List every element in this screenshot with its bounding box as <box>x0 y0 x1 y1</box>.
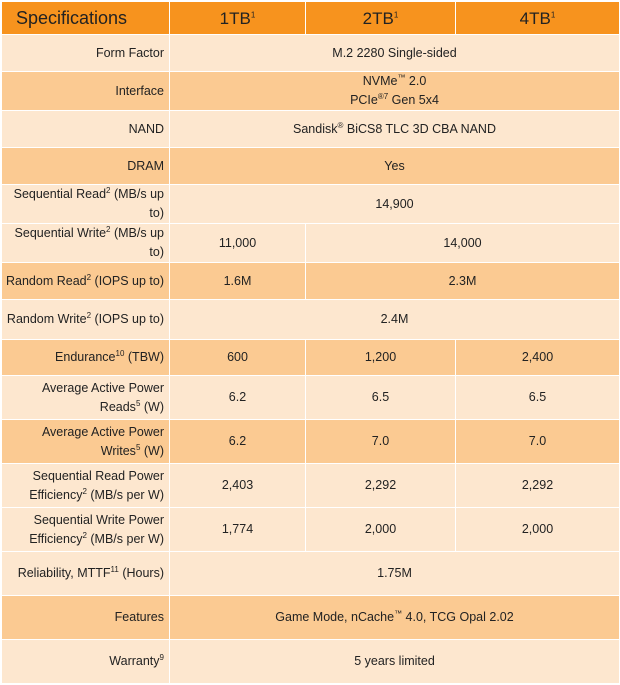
header-1tb <box>170 2 306 35</box>
value-4tb: 2,292 <box>456 464 620 508</box>
row-label <box>2 300 170 340</box>
value-1tb: 6.2 <box>170 376 306 420</box>
label-text: (TBW) <box>124 350 164 364</box>
value-2tb-4tb: 14,000 <box>306 224 620 263</box>
header-4tb <box>456 2 620 35</box>
row-label <box>2 376 170 420</box>
spec-table <box>1 1 620 684</box>
value-2tb: 6.5 <box>306 376 456 420</box>
label-text: (IOPS up to) <box>91 273 165 288</box>
row-reliability <box>2 552 620 596</box>
footnote-sup: 2 <box>106 185 111 195</box>
footnote-sup: 11 <box>110 564 119 574</box>
value-1tb: 11,000 <box>170 224 306 263</box>
row-label: Interface <box>2 72 170 111</box>
footnote-sup: 1 <box>393 9 399 19</box>
value-4tb: 2,400 <box>456 340 620 376</box>
label-text: Endurance <box>55 350 116 364</box>
value-text: PCIe <box>350 93 378 107</box>
footnote-sup: 2 <box>86 310 92 320</box>
row-label: Features <box>2 596 170 640</box>
footnote-sup: 1 <box>250 9 256 19</box>
footnote-sup: 2 <box>82 486 87 496</box>
label-text: Warranty <box>109 654 160 668</box>
row-label <box>2 464 170 508</box>
header-2tb <box>306 2 456 35</box>
row-value: 2.4M <box>170 300 620 340</box>
label-text: Sequential Read Power Efficiency <box>29 468 164 502</box>
row-value <box>170 72 620 111</box>
row-dram <box>2 148 620 185</box>
value-4tb: 7.0 <box>456 420 620 464</box>
footnote-sup: 2 <box>106 224 111 234</box>
row-value: 1.75M <box>170 552 620 596</box>
footnote-sup: 1 <box>550 9 556 19</box>
label-text: (MB/s per W) <box>86 487 164 502</box>
registered-sup: ® <box>337 120 344 130</box>
row-label <box>2 508 170 552</box>
value-1tb: 2,403 <box>170 464 306 508</box>
label-text: (Hours) <box>118 566 164 580</box>
value-2tb: 2,292 <box>306 464 456 508</box>
row-label: NAND <box>2 111 170 148</box>
label-text: Sequential Write Power Efficiency <box>29 512 164 546</box>
label-text: Random Write <box>6 312 87 326</box>
row-value <box>170 111 620 148</box>
header-2tb-label: 2TB <box>362 8 394 28</box>
row-label <box>2 420 170 464</box>
value-text: Gen 5x4 <box>388 93 439 107</box>
row-power-writes <box>2 420 620 464</box>
header-row <box>2 2 620 35</box>
value-1tb: 1,774 <box>170 508 306 552</box>
value-1tb: 6.2 <box>170 420 306 464</box>
trademark-sup: ™ <box>394 608 403 618</box>
value-2tb: 1,200 <box>306 340 456 376</box>
value-text: BiCS8 TLC 3D CBA NAND <box>343 121 496 136</box>
row-features <box>2 596 620 640</box>
value-4tb: 6.5 <box>456 376 620 420</box>
row-value: M.2 2280 Single-sided <box>170 35 620 72</box>
row-value: 14,900 <box>170 185 620 224</box>
row-label <box>2 224 170 263</box>
row-seq-read-efficiency <box>2 464 620 508</box>
row-power-reads <box>2 376 620 420</box>
label-text: Random Read <box>6 273 87 288</box>
row-random-write <box>2 300 620 340</box>
value-2tb: 7.0 <box>306 420 456 464</box>
footnote-sup: 2 <box>86 272 92 282</box>
row-label <box>2 552 170 596</box>
footnote-sup: 5 <box>135 442 141 452</box>
label-text: Reliability, MTTF <box>17 566 111 580</box>
row-seq-write <box>2 224 620 263</box>
value-1tb: 1.6M <box>170 263 306 300</box>
row-label <box>2 340 170 376</box>
label-text: (MB/s up to) <box>110 226 164 259</box>
footnote-sup: 5 <box>135 398 141 408</box>
label-text: (W) <box>140 399 164 414</box>
value-2tb: 2,000 <box>306 508 456 552</box>
label-text: (MB/s up to) <box>110 187 164 220</box>
value-2tb-4tb: 2.3M <box>306 263 620 300</box>
value-4tb: 2,000 <box>456 508 620 552</box>
footnote-sup: ®7 <box>377 91 389 101</box>
row-label: Form Factor <box>2 35 170 72</box>
row-label: DRAM <box>2 148 170 185</box>
row-label <box>2 640 170 684</box>
value-text: 4.0, TCG Opal 2.02 <box>402 610 514 624</box>
row-label <box>2 263 170 300</box>
value-1tb: 600 <box>170 340 306 376</box>
value-text: 2.0 <box>405 74 427 88</box>
header-4tb-label: 4TB <box>519 8 551 28</box>
row-value: Yes <box>170 148 620 185</box>
label-text: (MB/s per W) <box>86 531 164 546</box>
value-text: NVMe <box>362 74 398 88</box>
footnote-sup: 9 <box>159 652 164 662</box>
label-text: Average Active Power Reads <box>41 380 164 414</box>
row-nand <box>2 111 620 148</box>
row-form-factor <box>2 35 620 72</box>
label-text: (IOPS up to) <box>91 312 164 326</box>
row-value: 5 years limited <box>170 640 620 684</box>
row-interface <box>2 72 620 111</box>
row-seq-read <box>2 185 620 224</box>
footnote-sup: 2 <box>82 530 87 540</box>
row-value <box>170 596 620 640</box>
footnote-sup: 10 <box>115 348 125 358</box>
row-seq-write-efficiency <box>2 508 620 552</box>
label-text: Sequential Write <box>14 226 107 240</box>
header-specifications: Specifications <box>2 2 170 35</box>
value-text: Game Mode, nCache <box>275 610 395 624</box>
label-text: Sequential Read <box>13 187 107 201</box>
row-endurance <box>2 340 620 376</box>
row-random-read <box>2 263 620 300</box>
row-warranty <box>2 640 620 684</box>
row-label <box>2 185 170 224</box>
label-text: Average Active Power Writes <box>41 424 164 458</box>
trademark-sup: ™ <box>397 72 406 82</box>
value-text: Sandisk <box>293 121 338 136</box>
header-1tb-label: 1TB <box>219 8 251 28</box>
label-text: (W) <box>140 443 164 458</box>
